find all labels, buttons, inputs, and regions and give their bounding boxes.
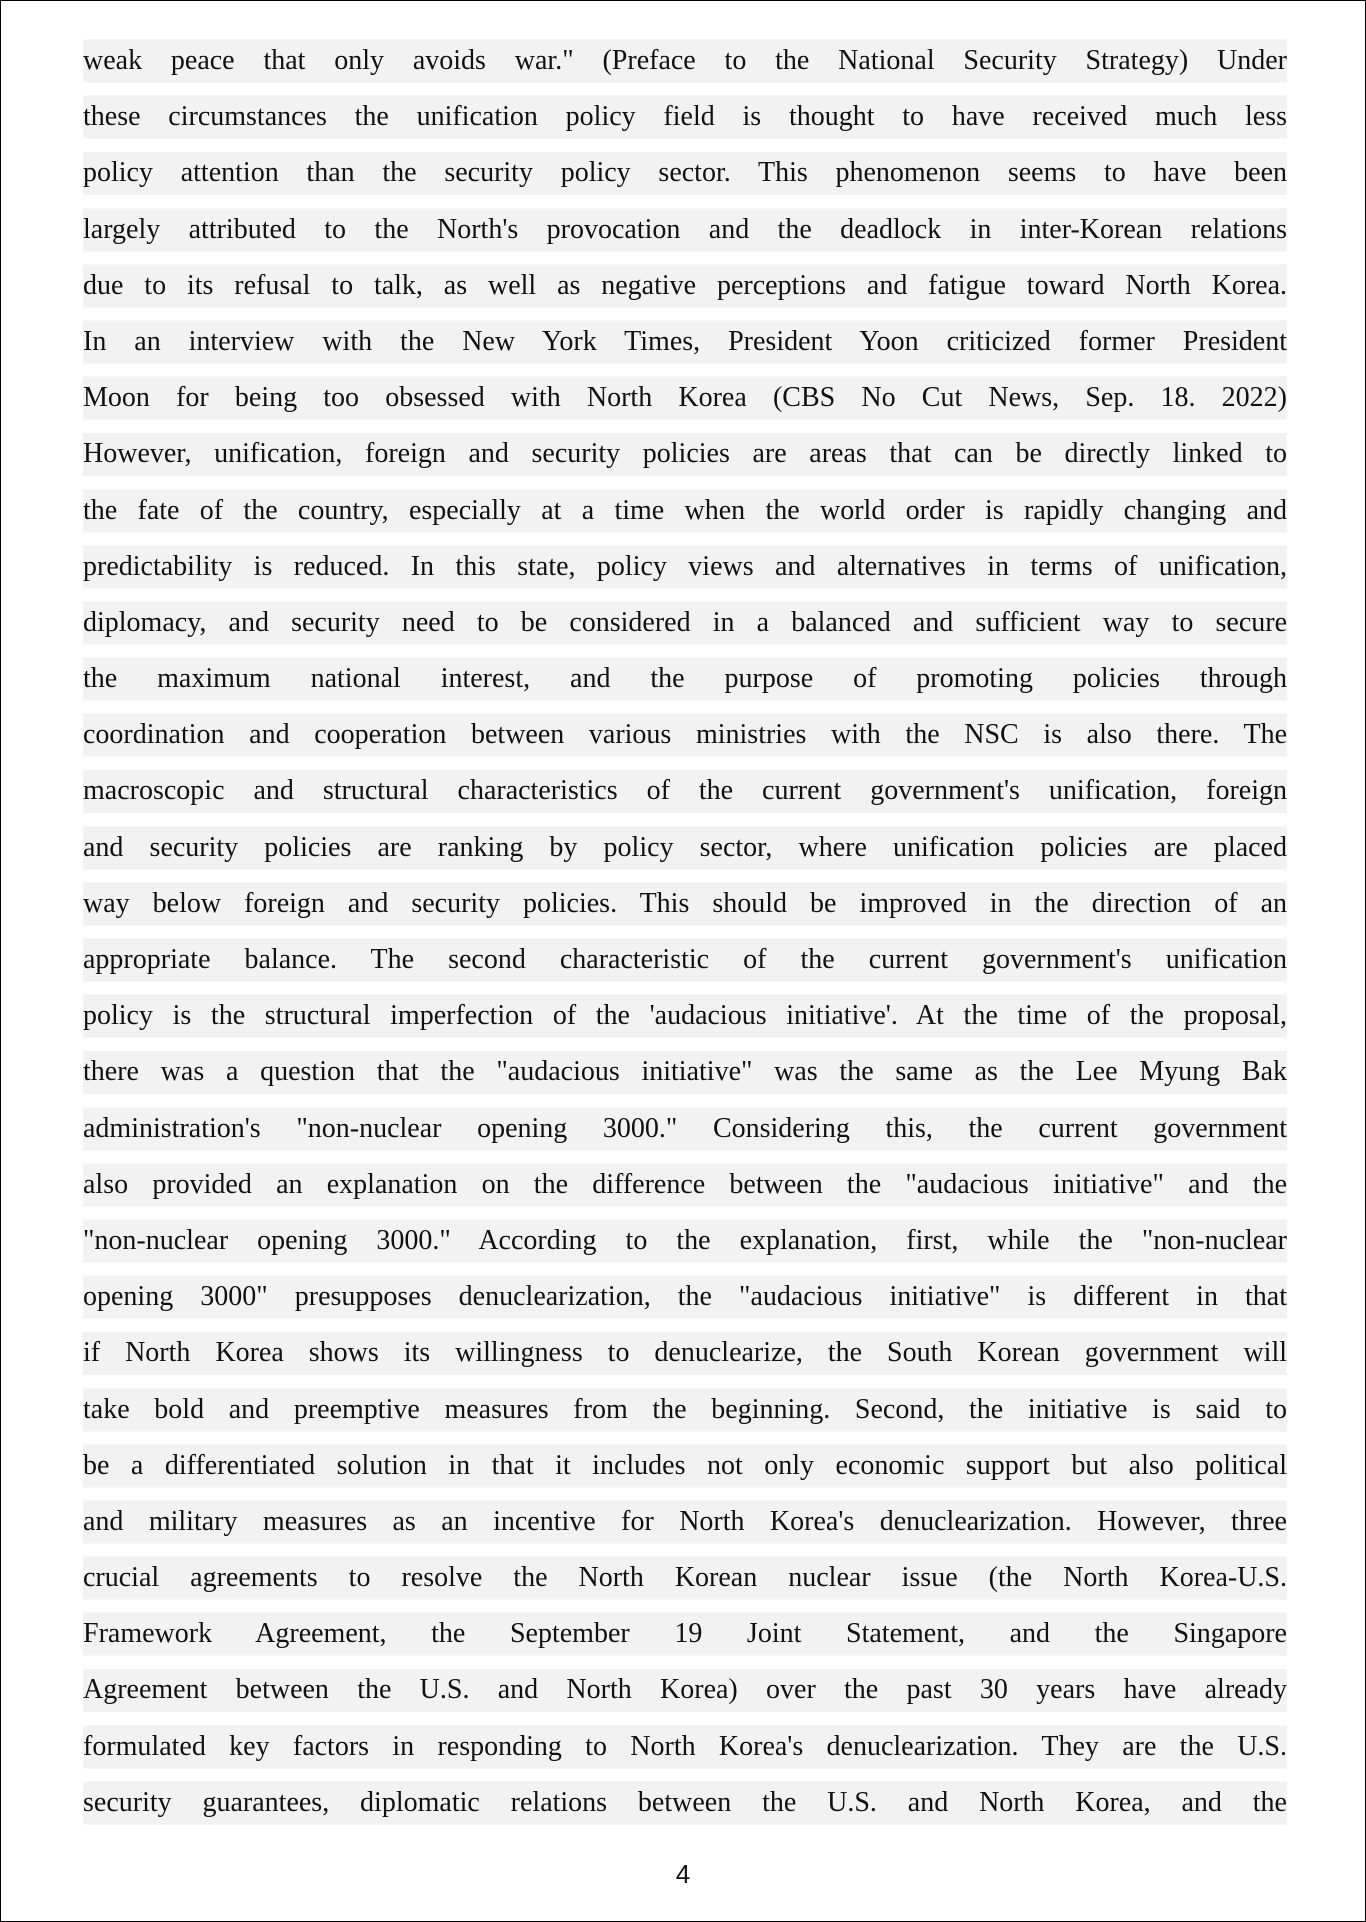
text-line: Moon for being too obsessed with North Korea (CBS No Cut News, Sep. 18. 2022) — [83, 370, 1287, 426]
text-line: formulated key factors in responding to North Korea's denuclearization. They are the U.S. — [83, 1719, 1287, 1775]
text-line: there was a question that the "audacious initiative" was the same as the Lee Myung Bak — [83, 1044, 1287, 1100]
text-line: the fate of the country, especially at a time when the world order is rapidly changing and — [83, 483, 1287, 539]
text-line: way below foreign and security policies. This should be improved in the direction of an — [83, 876, 1287, 932]
text-line: macroscopic and structural characteristics of the current government's unification, foreign — [83, 763, 1287, 819]
body-text — [83, 33, 1287, 1831]
text-line: these circumstances the unification policy field is thought to have received much less — [83, 89, 1287, 145]
text-line: if North Korea shows its willingness to denuclearize, the South Korean government will — [83, 1325, 1287, 1381]
text-line: Agreement between the U.S. and North Korea) over the past 30 years have already — [83, 1662, 1287, 1718]
page-number: 4 — [675, 1859, 691, 1889]
text-line: and military measures as an incentive for North Korea's denuclearization. However, three — [83, 1494, 1287, 1550]
text-line: However, unification, foreign and security policies are areas that can be directly linked to — [83, 426, 1287, 482]
text-line: predictability is reduced. In this state, policy views and alternatives in terms of unification, — [83, 539, 1287, 595]
text-line: "non-nuclear opening 3000." According to the explanation, first, while the "non-nuclear — [83, 1213, 1287, 1269]
text-line: be a differentiated solution in that it includes not only economic support but also political — [83, 1438, 1287, 1494]
text-line: largely attributed to the North's provocation and the deadlock in inter-Korean relations — [83, 202, 1287, 258]
text-line: opening 3000" presupposes denuclearization, the "audacious initiative" is different in that — [83, 1269, 1287, 1325]
text-line: policy is the structural imperfection of the 'audacious initiative'. At the time of the proposal, — [83, 988, 1287, 1044]
text-line: administration's "non-nuclear opening 3000." Considering this, the current government — [83, 1101, 1287, 1157]
text-line: coordination and cooperation between various ministries with the NSC is also there. The — [83, 707, 1287, 763]
text-line: the maximum national interest, and the purpose of promoting policies through — [83, 651, 1287, 707]
text-line: policy attention than the security policy sector. This phenomenon seems to have been — [83, 145, 1287, 201]
text-line: diplomacy, and security need to be considered in a balanced and sufficient way to secure — [83, 595, 1287, 651]
text-line: weak peace that only avoids war." (Preface to the National Security Strategy) Under — [83, 33, 1287, 89]
text-line: security guarantees, diplomatic relations between the U.S. and North Korea, and the — [83, 1775, 1287, 1831]
text-line: In an interview with the New York Times, President Yoon criticized former President — [83, 314, 1287, 370]
text-line: appropriate balance. The second characteristic of the current government's unification — [83, 932, 1287, 988]
text-line: due to its refusal to talk, as well as negative perceptions and fatigue toward North Korea. — [83, 258, 1287, 314]
text-line: and security policies are ranking by policy sector, where unification policies are placed — [83, 820, 1287, 876]
text-line: also provided an explanation on the difference between the "audacious initiative" and the — [83, 1157, 1287, 1213]
text-line: Framework Agreement, the September 19 Joint Statement, and the Singapore — [83, 1606, 1287, 1662]
text-line: crucial agreements to resolve the North Korean nuclear issue (the North Korea-U.S. — [83, 1550, 1287, 1606]
text-line: take bold and preemptive measures from the beginning. Second, the initiative is said to — [83, 1382, 1287, 1438]
